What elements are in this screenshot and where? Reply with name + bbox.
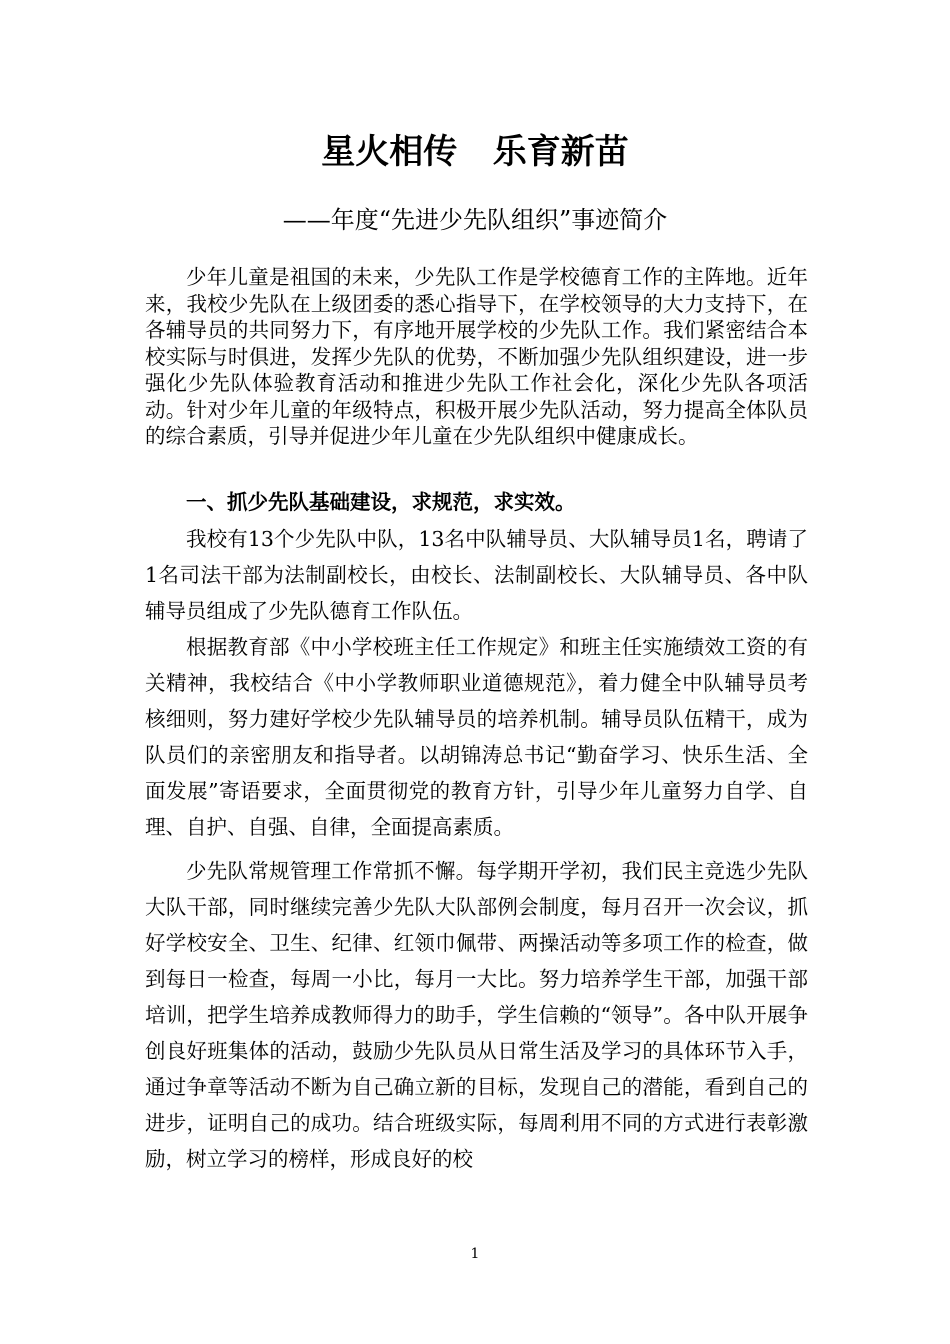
document-title: 星火相传 乐育新苗 <box>321 132 629 172</box>
page-number: 1 <box>470 1246 480 1262</box>
document-subtitle: ——年度“先进少先队组织”事迹简介 <box>282 206 668 234</box>
body-paragraph: 根据教育部《中小学校班主任工作规定》和班主任实施绩效工资的有关精神，我校结合《中小学教师职业道德规范》，着力健全中队辅导员考核细则，努力建好学校少先队辅导员的培养机制。辅导员队伍精干，成为队员们的亲密朋友和指导者。以胡锦涛总书记“勤奋学习、快乐生活、全面发展”寄语要求，全面贯彻党的教育方针，引导少年儿童努力自学、自理、自护、自强、自律，全面提高素质。 <box>145 635 808 839</box>
body-paragraph: 我校有13个少先队中队，13名中队辅导员、大队辅导员1名，聘请了1名司法干部为法制副校长，由校长、法制副校长、大队辅导员、各中队辅导员组成了少先队德育工作队伍。 <box>145 527 808 623</box>
section-heading-1: 一、抓少先队基础建设，求规范，求实效。 <box>186 490 576 514</box>
intro-paragraph: 少年儿童是祖国的未来，少先队工作是学校德育工作的主阵地。近年来，我校少先队在上级团委的悉心指导下，在学校领导的大力支持下，在各辅导员的共同努力下，有序地开展学校的少先队工作。我们紧密结合本校实际与时俱进，发挥少先队的优势，不断加强少先队组织建设，进一步强化少先队体验教育活动和推进少先队工作社会化，深化少先队各项活动。针对少年儿童的年级特点，积极开展少先队活动，努力提高全体队员的综合素质，引导并促进少年儿童在少先队组织中健康成长。 <box>145 265 808 448</box>
body-paragraph: 少先队常规管理工作常抓不懈。每学期开学初，我们民主竞选少先队大队干部，同时继续完善少先队大队部例会制度，每月召开一次会议，抓好学校安全、卫生、纪律、红领巾佩带、两操活动等多项工作的检查，做到每日一检查，每周一小比，每月一大比。努力培养学生干部，加强干部培训，把学生培养成教师得力的助手，学生信赖的“领导”。各中队开展争创良好班集体的活动，鼓励少先队员从日常生活及学习的具体环节入手，通过争章等活动不断为自己确立新的目标，发现自己的潜能，看到自己的进步，证明自己的成功。结合班级实际，每周利用不同的方式进行表彰激励，树立学习的榜样，形成良好的校 <box>145 859 808 1171</box>
